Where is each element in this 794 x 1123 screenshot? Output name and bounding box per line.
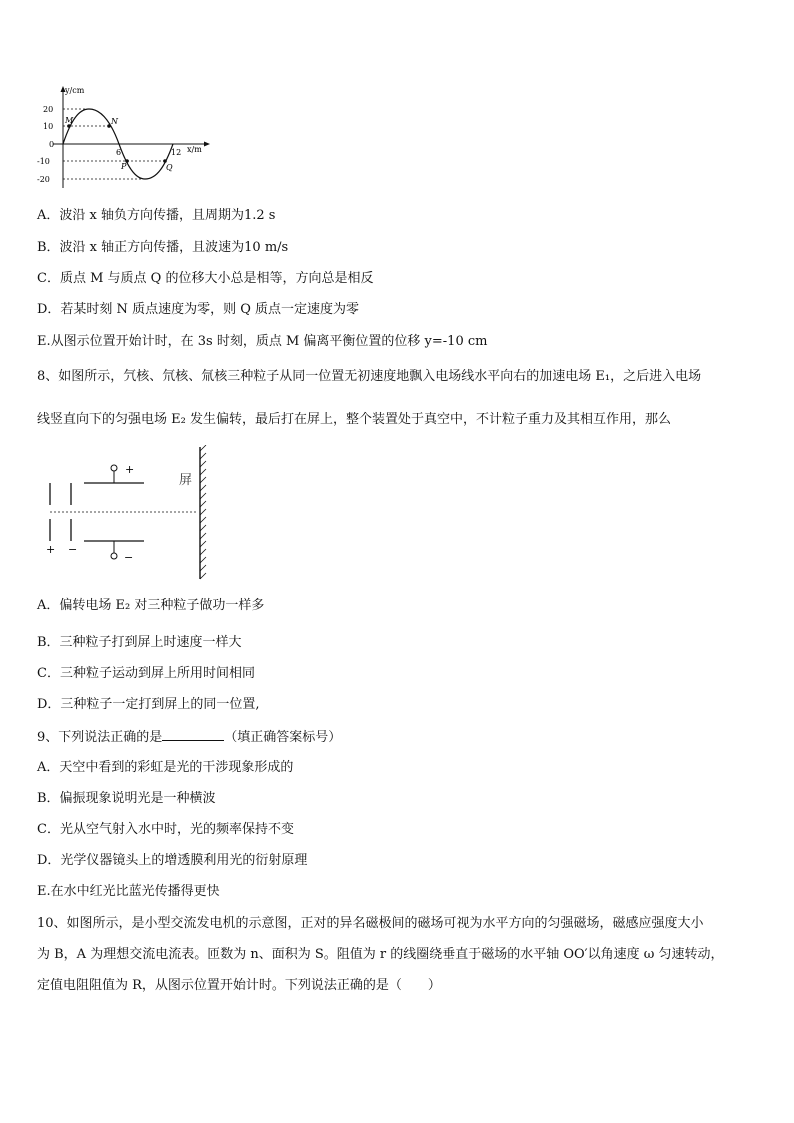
q7-option-d: D．若某时刻 N 质点速度为零，则 Q 质点一定速度为零 (37, 302, 359, 317)
screen-label: 屏 (179, 473, 193, 488)
q9-option-c: C．光从空气射入水中时，光的频率保持不变 (37, 822, 294, 837)
q10-stem-line1: 10、如图所示，是小型交流发电机的示意图，正对的异名磁极间的磁场可视为水平方向的匀强磁场，磁感应强度大小 (37, 916, 704, 931)
electric-field-figure (38, 445, 223, 585)
q7-option-e: E.从图示位置开始计时，在 3s 时刻，质点 M 偏离平衡位置的位移 y=-10 cm (37, 334, 488, 349)
q9-stem-prefix: 9、下列说法正确的是 (37, 730, 163, 745)
label-p: P (121, 162, 127, 171)
y-tick-20: 20 (43, 105, 54, 114)
q7-option-b: B．波沿 x 轴正方向传播，且波速为10 m/s (37, 240, 289, 255)
y-tick-neg20: -20 (37, 175, 50, 184)
screen-hatching (200, 445, 206, 579)
y-tick-neg10: -10 (37, 157, 50, 166)
q10-stem-line3: 定值电阻阻值为 R，从图示位置开始计时。下列说法正确的是（ ） (37, 978, 441, 993)
q9-option-a: A．天空中看到的彩虹是光的干涉现象形成的 (37, 760, 294, 775)
q9-answer-blank[interactable] (162, 728, 224, 741)
x-axis-label: x/m (187, 145, 202, 154)
label-m: M (65, 116, 74, 125)
y-axis-label: y/cm (65, 86, 85, 95)
x-tick-6: 6 (116, 148, 122, 157)
top-terminal (111, 465, 117, 471)
bottom-terminal (111, 553, 117, 559)
q9-option-e: E.在水中红光比蓝光传播得更快 (37, 884, 220, 899)
q9-stem (37, 728, 341, 746)
q8-option-a: A．偏转电场 E₂ 对三种粒子做功一样多 (37, 598, 265, 613)
q10-stem-line2: 为 B，A 为理想交流电流表。匝数为 n、面积为 S。阻值为 r 的线圈绕垂直于磁场的水平轴 OO′以角速度 ω 匀速转动， (37, 947, 724, 962)
y-tick-10: 10 (43, 122, 54, 131)
q9-option-b: B．偏振现象说明光是一种横波 (37, 791, 216, 806)
y-tick-0: 0 (49, 140, 55, 149)
q7-option-c: C．质点 M 与质点 Q 的位移大小总是相等，方向总是相反 (37, 271, 374, 286)
x-axis-arrow (204, 142, 210, 147)
q8-stem-line2: 线竖直向下的匀强电场 E₂ 发生偏转，最后打在屏上，整个装置处于真空中，不计粒子重力及其相互作用，那么 (37, 412, 671, 427)
top-plus-label: + (125, 463, 135, 476)
wave-graph-figure (35, 82, 210, 194)
q8-option-c: C．三种粒子运动到屏上所用时间相同 (37, 666, 255, 681)
bottom-minus-label: − (124, 551, 134, 564)
q8-option-d: D．三种粒子一定打到屏上的同一位置, (37, 697, 260, 712)
q9-option-d: D．光学仪器镜头上的增透膜利用光的衍射原理 (37, 853, 308, 868)
label-q: Q (166, 163, 173, 172)
x-tick-12: 12 (171, 148, 182, 157)
label-n: N (111, 117, 118, 126)
q8-stem-line1: 8、如图所示，氕核、氘核、氚核三种粒子从同一位置无初速度地飘入电场线水平向右的加速电场 E₁，之后进入电场 (37, 369, 702, 384)
q9-stem-suffix: （填正确答案标号） (224, 730, 342, 745)
accel-plus-label: + (46, 543, 56, 556)
accel-minus-label: − (68, 543, 78, 556)
q8-option-b: B．三种粒子打到屏上时速度一样大 (37, 635, 242, 650)
q7-option-a: A．波沿 x 轴负方向传播，且周期为1.2 s (37, 208, 276, 223)
